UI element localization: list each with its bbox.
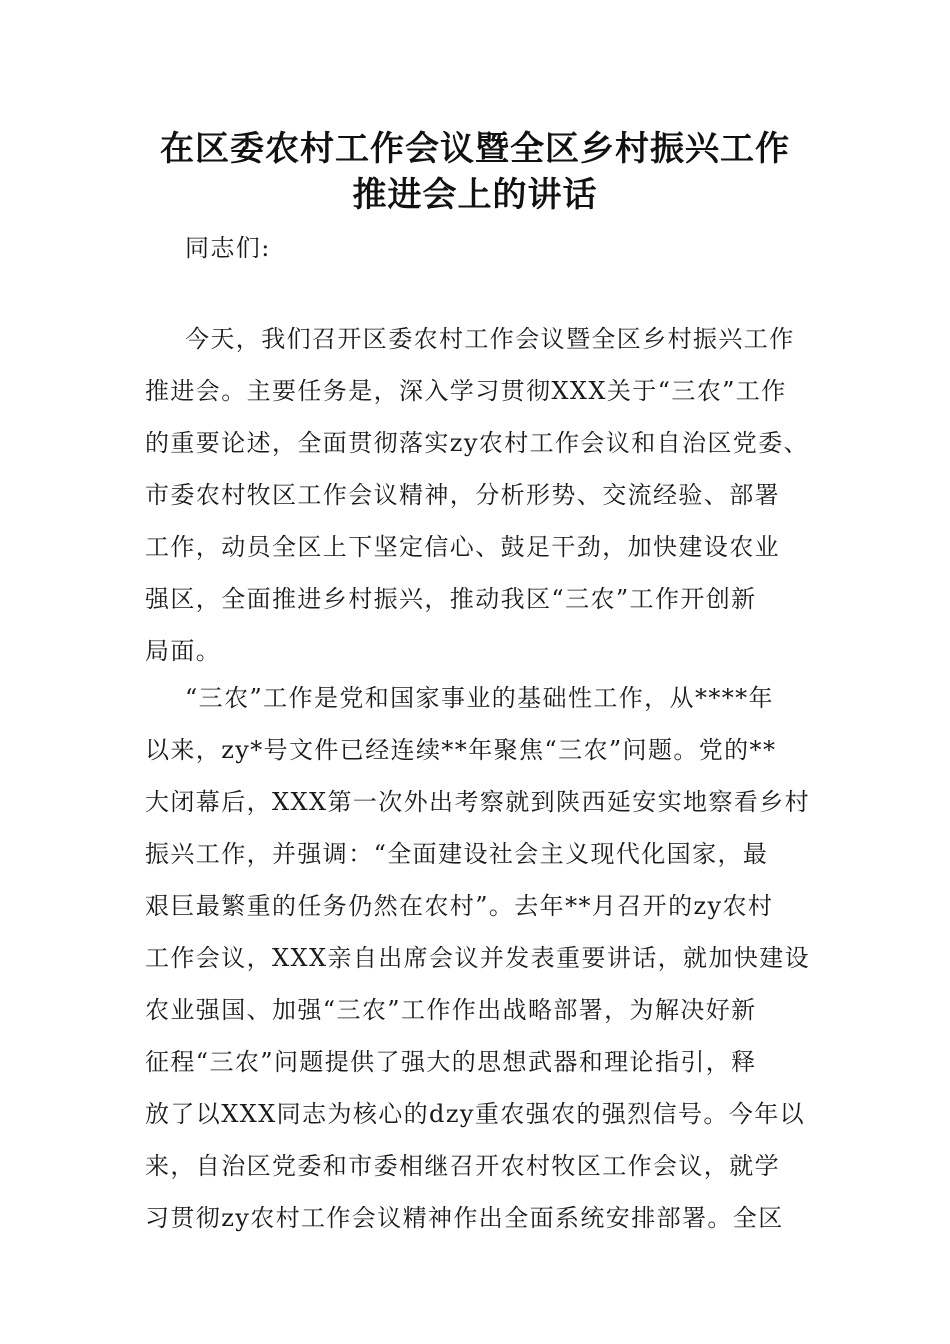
paragraph-2-line: 征程“三农”问题提供了强大的思想武器和理论指引，释 [145, 1048, 757, 1076]
paragraph-2-line: 振兴工作，并强调：“全面建设社会主义现代化国家，最 [145, 840, 769, 868]
paragraph-2-line: “三农”工作是党和国家事业的基础性工作，从****年 [185, 684, 774, 712]
paragraph-1-line: 市委农村牧区工作会议精神，分析形势、交流经验、部署 [145, 481, 780, 509]
paragraph-1-line: 今天，我们召开区委农村工作会议暨全区乡村振兴工作 [185, 325, 795, 353]
paragraph-2-line: 放了以XXX同志为核心的dzy重农强农的强烈信号。今年以 [145, 1100, 806, 1128]
paragraph-2-line: 大闭幕后，XXX第一次外出考察就到陕西延安实地察看乡村 [145, 788, 811, 816]
paragraph-1-line: 强区，全面推进乡村振兴，推动我区“三农”工作开创新 [145, 585, 757, 613]
paragraph-2-line: 习贯彻zy农村工作会议精神作出全面系统安排部署。全区 [145, 1204, 784, 1232]
document-title-line-2: 推进会上的讲话 [352, 175, 598, 215]
paragraph-1-line: 工作，动员全区上下坚定信心、鼓足干劲，加快建设农业 [145, 533, 780, 561]
greeting-text: 同志们: [185, 234, 271, 262]
paragraph-1-line: 推进会。主要任务是，深入学习贯彻XXX关于“三农”工作 [145, 377, 787, 405]
paragraph-2-line: 艰巨最繁重的任务仍然在农村”。去年**月召开的zy农村 [145, 892, 774, 920]
paragraph-2 [145, 672, 825, 1244]
paragraph-2-line: 农业强国、加强“三农”工作作出战略部署，为解决好新 [145, 996, 757, 1024]
paragraph-1-line: 的重要论述，全面贯彻落实zy农村工作会议和自治区党委、 [145, 429, 810, 457]
paragraph-1 [145, 313, 825, 677]
document-title-line-1: 在区委农村工作会议暨全区乡村振兴工作 [160, 129, 790, 169]
greeting [145, 222, 825, 274]
paragraph-1-line: 局面。 [145, 637, 222, 665]
paragraph-2-line: 来，自治区党委和市委相继召开农村牧区工作会议，就学 [145, 1152, 780, 1180]
paragraph-2-line: 工作会议，XXX亲自出席会议并发表重要讲话，就加快建设 [145, 944, 811, 972]
paragraph-2-line: 以来，zy*号文件已经连续**年聚焦“三农”问题。党的** [145, 736, 777, 764]
